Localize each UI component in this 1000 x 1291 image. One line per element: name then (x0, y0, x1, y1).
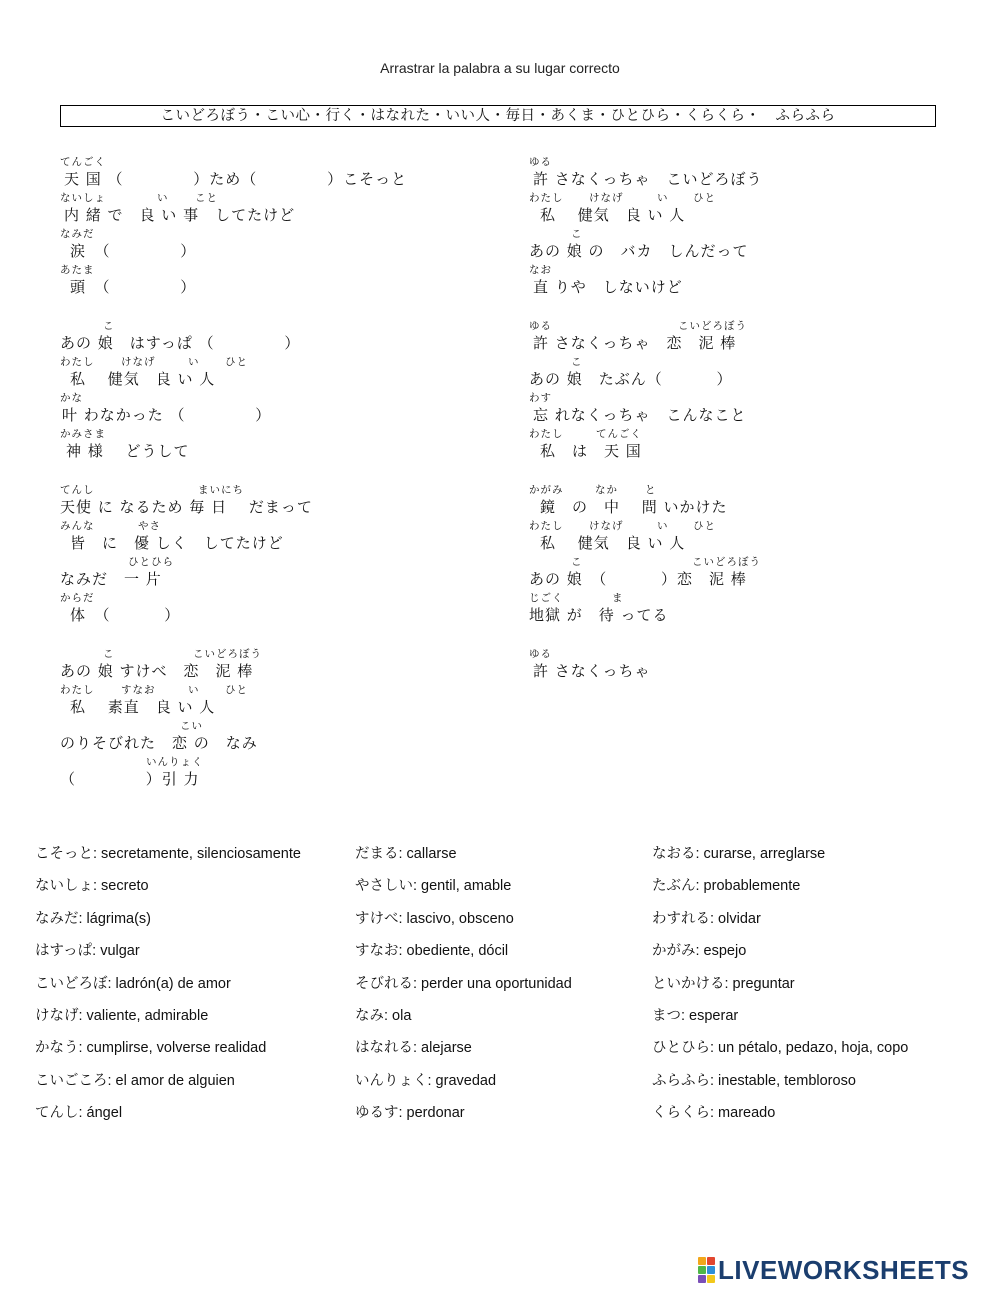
lyric-line: あの 娘 （ ）恋 泥 棒 (529, 570, 747, 588)
glossary-term: なおる (652, 846, 696, 862)
furigana-reading: い (157, 192, 169, 204)
furigana-reading: わす (529, 392, 552, 404)
furigana-reading: こいどろぼう (193, 648, 262, 660)
furigana-reading: ゆる (529, 320, 552, 332)
liveworksheets-logo-text: LIVEWORKSHEETS (718, 1254, 970, 1285)
glossary-entry (35, 1069, 235, 1090)
lyric-line: 体 （ ） (70, 606, 181, 624)
furigana-reading: てんごく (60, 156, 106, 168)
furigana-reading: いんりょく (146, 756, 204, 768)
liveworksheets-logo (698, 1255, 969, 1285)
glossary-entry (35, 1004, 208, 1025)
furigana-reading: みんな (60, 520, 95, 532)
glossary-term: そびれる (355, 975, 413, 992)
glossary-definition: : cumplirse, volverse realidad (78, 1040, 267, 1057)
glossary-entry (652, 874, 800, 895)
glossary-term: ひとひら (652, 1040, 710, 1057)
lyric-line: 許 さなくっちゃ 恋 泥 棒 (533, 334, 737, 352)
glossary-term: すなお (355, 943, 399, 960)
glossary-definition: : obediente, dócil (398, 943, 509, 960)
glossary-term: かがみ (652, 943, 696, 960)
furigana-reading: ゆる (529, 648, 552, 660)
logo-tile-icon (698, 1257, 706, 1265)
logo-tile-icon (707, 1257, 715, 1265)
furigana-reading: こ (571, 228, 583, 240)
glossary-term: ふらふら (652, 1072, 710, 1089)
furigana-reading: すなお (121, 684, 156, 696)
glossary-entry (35, 939, 140, 960)
glossary-term: なみ (355, 1008, 384, 1024)
furigana-reading: こい (180, 720, 203, 732)
glossary-definition: : alejarse (413, 1040, 472, 1057)
glossary-term: まつ (652, 1008, 681, 1024)
logo-tile-icon (707, 1266, 715, 1274)
furigana-reading: こと (195, 192, 218, 204)
glossary-definition: : ola (384, 1008, 412, 1024)
glossary-entry (35, 842, 301, 863)
logo-tile-icon (698, 1275, 706, 1283)
lyric-line: 神 様 どうして (66, 442, 190, 460)
furigana-reading: けなげ (121, 356, 156, 368)
lyric-line: 地獄 が 待 ってる (529, 606, 669, 624)
furigana-reading: ひとひら (128, 556, 174, 568)
lyric-line: 天使 に なるため 毎 日 だまって (60, 498, 313, 516)
glossary-definition: : inestable, tembloroso (710, 1072, 856, 1089)
furigana-reading: い (657, 520, 669, 532)
furigana-reading: まいにち (198, 484, 244, 496)
furigana-reading: こ (103, 648, 115, 660)
glossary-definition: : un pétalo, pedazo, hoja, copo (710, 1040, 909, 1057)
glossary-term: てんし (35, 1105, 79, 1122)
glossary-definition: : valiente, admirable (78, 1008, 209, 1024)
glossary-entry (355, 1069, 496, 1090)
lyric-line: あの 娘 はすっぱ （ ） (60, 334, 301, 352)
furigana-reading: かな (60, 392, 83, 404)
glossary-definition: : esperar (681, 1008, 739, 1024)
glossary-term: こそっと (35, 846, 93, 862)
glossary-entry (355, 1004, 411, 1025)
furigana-reading: こ (571, 556, 583, 568)
glossary-term: といかける (652, 975, 725, 992)
lyric-line: のりそびれた 恋 の なみ (60, 734, 258, 752)
furigana-reading: わたし (529, 520, 564, 532)
glossary-entry (652, 1036, 908, 1057)
furigana-reading: なか (595, 484, 618, 496)
glossary-entry (652, 1101, 775, 1122)
glossary-term: くらくら (652, 1105, 710, 1122)
glossary-term: ゆるす (355, 1105, 399, 1122)
lyric-line: 許 さなくっちゃ (533, 662, 651, 680)
furigana-reading: けなげ (589, 192, 624, 204)
furigana-reading: じごく (529, 592, 564, 604)
furigana-reading: こいどろぼう (678, 320, 747, 332)
lyric-line: 私 健気 良 い 人 (540, 206, 686, 224)
furigana-reading: なお (529, 264, 552, 276)
glossary-definition: : vulgar (92, 943, 140, 960)
glossary-entry (35, 874, 149, 895)
furigana-reading: ないしょ (60, 192, 106, 204)
lyric-line: 直 りや しないけど (533, 278, 683, 296)
lyric-line: 天 国 （ ）ため（ ）こそっと (64, 170, 408, 188)
furigana-reading: こいどろぼう (692, 556, 761, 568)
liveworksheets-logo-icon (698, 1257, 715, 1283)
furigana-reading: い (188, 356, 200, 368)
furigana-reading: なみだ (60, 228, 95, 240)
glossary-definition: : mareado (710, 1105, 776, 1122)
lyric-line: あの 娘 たぶん（ ） (529, 370, 733, 388)
glossary-entry (355, 972, 572, 993)
glossary-definition: : probablemente (695, 878, 801, 895)
lyric-line: 許 さなくっちゃ こいどろぼう (533, 170, 763, 188)
glossary-entry (355, 1036, 472, 1057)
lyric-line: （ ）引 力 (60, 770, 200, 788)
glossary-definition: : preguntar (724, 975, 795, 992)
lyric-line: 私 健気 良 い 人 (70, 370, 216, 388)
furigana-reading: い (657, 192, 669, 204)
glossary-entry (355, 1101, 465, 1122)
furigana-reading: ひと (225, 684, 248, 696)
lyric-line: あの 娘 の バカ しんだって (529, 242, 749, 260)
glossary-definition: : ladrón(a) de amor (107, 975, 231, 992)
furigana-reading: こ (103, 320, 115, 332)
glossary-definition: : el amor de alguien (107, 1072, 235, 1089)
glossary-definition: : callarse (398, 846, 457, 862)
instruction-text: Arrastrar la palabra a su lugar correcto (380, 60, 620, 76)
glossary-definition: : curarse, arreglarse (695, 846, 826, 862)
furigana-reading: わたし (529, 428, 564, 440)
lyric-line: 涙 （ ） (70, 242, 197, 260)
lyric-line: 叶 わなかった （ ） (62, 406, 272, 424)
word-bank-box: こいどろぼう・こい心・行く・はなれた・いい人・毎日・あくま・ひとひら・くらくら・ ふらふら (60, 105, 936, 127)
glossary-definition: : gravedad (427, 1072, 497, 1089)
logo-tile-icon (707, 1275, 715, 1283)
glossary-term: だまる (355, 846, 399, 862)
logo-tile-icon (698, 1266, 706, 1274)
furigana-reading: と (645, 484, 657, 496)
glossary-definition: : secreto (93, 878, 149, 895)
furigana-reading: からだ (60, 592, 95, 604)
glossary-term: なみだ (35, 910, 79, 927)
lyric-line: あの 娘 すけべ 恋 泥 棒 (60, 662, 254, 680)
glossary-definition: : lágrima(s) (78, 910, 152, 927)
glossary-term: はすっぱ (35, 943, 93, 960)
glossary-entry (355, 939, 508, 960)
furigana-reading: ひと (225, 356, 248, 368)
glossary-entry (652, 907, 761, 928)
glossary-entry (355, 907, 514, 928)
glossary-entry (355, 874, 511, 895)
glossary-term: ないしょ (35, 878, 93, 895)
glossary-entry (355, 842, 457, 863)
glossary-entry (35, 972, 231, 993)
glossary-entry (35, 907, 151, 928)
furigana-reading: やさ (138, 520, 161, 532)
lyric-line: 忘 れなくっちゃ こんなこと (533, 406, 747, 424)
glossary-definition: : perder una oportunidad (413, 975, 572, 992)
furigana-reading: てんごく (596, 428, 642, 440)
furigana-reading: かがみ (529, 484, 564, 496)
glossary-entry (652, 842, 825, 863)
glossary-definition: : perdonar (398, 1105, 465, 1122)
furigana-reading: ま (612, 592, 624, 604)
lyric-line: なみだ 一 片 (60, 570, 162, 588)
furigana-reading: ひと (693, 520, 716, 532)
glossary-definition: : ángel (78, 1105, 123, 1122)
furigana-reading: ひと (693, 192, 716, 204)
furigana-reading: かみさま (60, 428, 106, 440)
furigana-reading: わたし (60, 684, 95, 696)
furigana-reading: こ (571, 356, 583, 368)
glossary-entry (35, 1036, 266, 1057)
lyric-line: 皆 に 優 しく してたけど (70, 534, 284, 552)
glossary-entry (652, 939, 746, 960)
furigana-reading: わたし (60, 356, 95, 368)
glossary-entry (652, 1004, 738, 1025)
glossary-term: やさしい (355, 878, 413, 895)
lyric-line: 私 健気 良 い 人 (540, 534, 686, 552)
furigana-reading: ゆる (529, 156, 552, 168)
glossary-term: すけべ (355, 910, 399, 927)
glossary-definition: : espejo (695, 943, 747, 960)
lyric-line: 私 素直 良 い 人 (70, 698, 216, 716)
furigana-reading: い (188, 684, 200, 696)
furigana-reading: てんし (60, 484, 95, 496)
glossary-definition: : lascivo, obsceno (398, 910, 514, 927)
furigana-reading: わたし (529, 192, 564, 204)
glossary-term: いんりょく (355, 1072, 428, 1089)
glossary-term: こいどろぼ (35, 975, 108, 992)
glossary-definition: : gentil, amable (413, 878, 512, 895)
glossary-term: はなれる (355, 1040, 413, 1057)
lyric-line: 鏡 の 中 問 いかけた (540, 498, 728, 516)
glossary-term: かなう (35, 1040, 79, 1057)
glossary-entry (35, 1101, 122, 1122)
lyric-line: 頭 （ ） (70, 278, 197, 296)
glossary-term: こいごころ (35, 1072, 108, 1089)
glossary-term: けなげ (35, 1008, 79, 1024)
lyric-line: 私 は 天 国 (540, 442, 642, 460)
furigana-reading: けなげ (589, 520, 624, 532)
glossary-entry (652, 972, 795, 993)
glossary-definition: : olvidar (710, 910, 761, 927)
lyric-line: 内 緒 で 良 い 事 してたけど (64, 206, 296, 224)
glossary-entry (652, 1069, 856, 1090)
glossary-definition: : secretamente, silenciosamente (93, 846, 301, 862)
glossary-term: たぶん (652, 878, 696, 895)
glossary-term: わすれる (652, 910, 710, 927)
furigana-reading: あたま (60, 264, 95, 276)
